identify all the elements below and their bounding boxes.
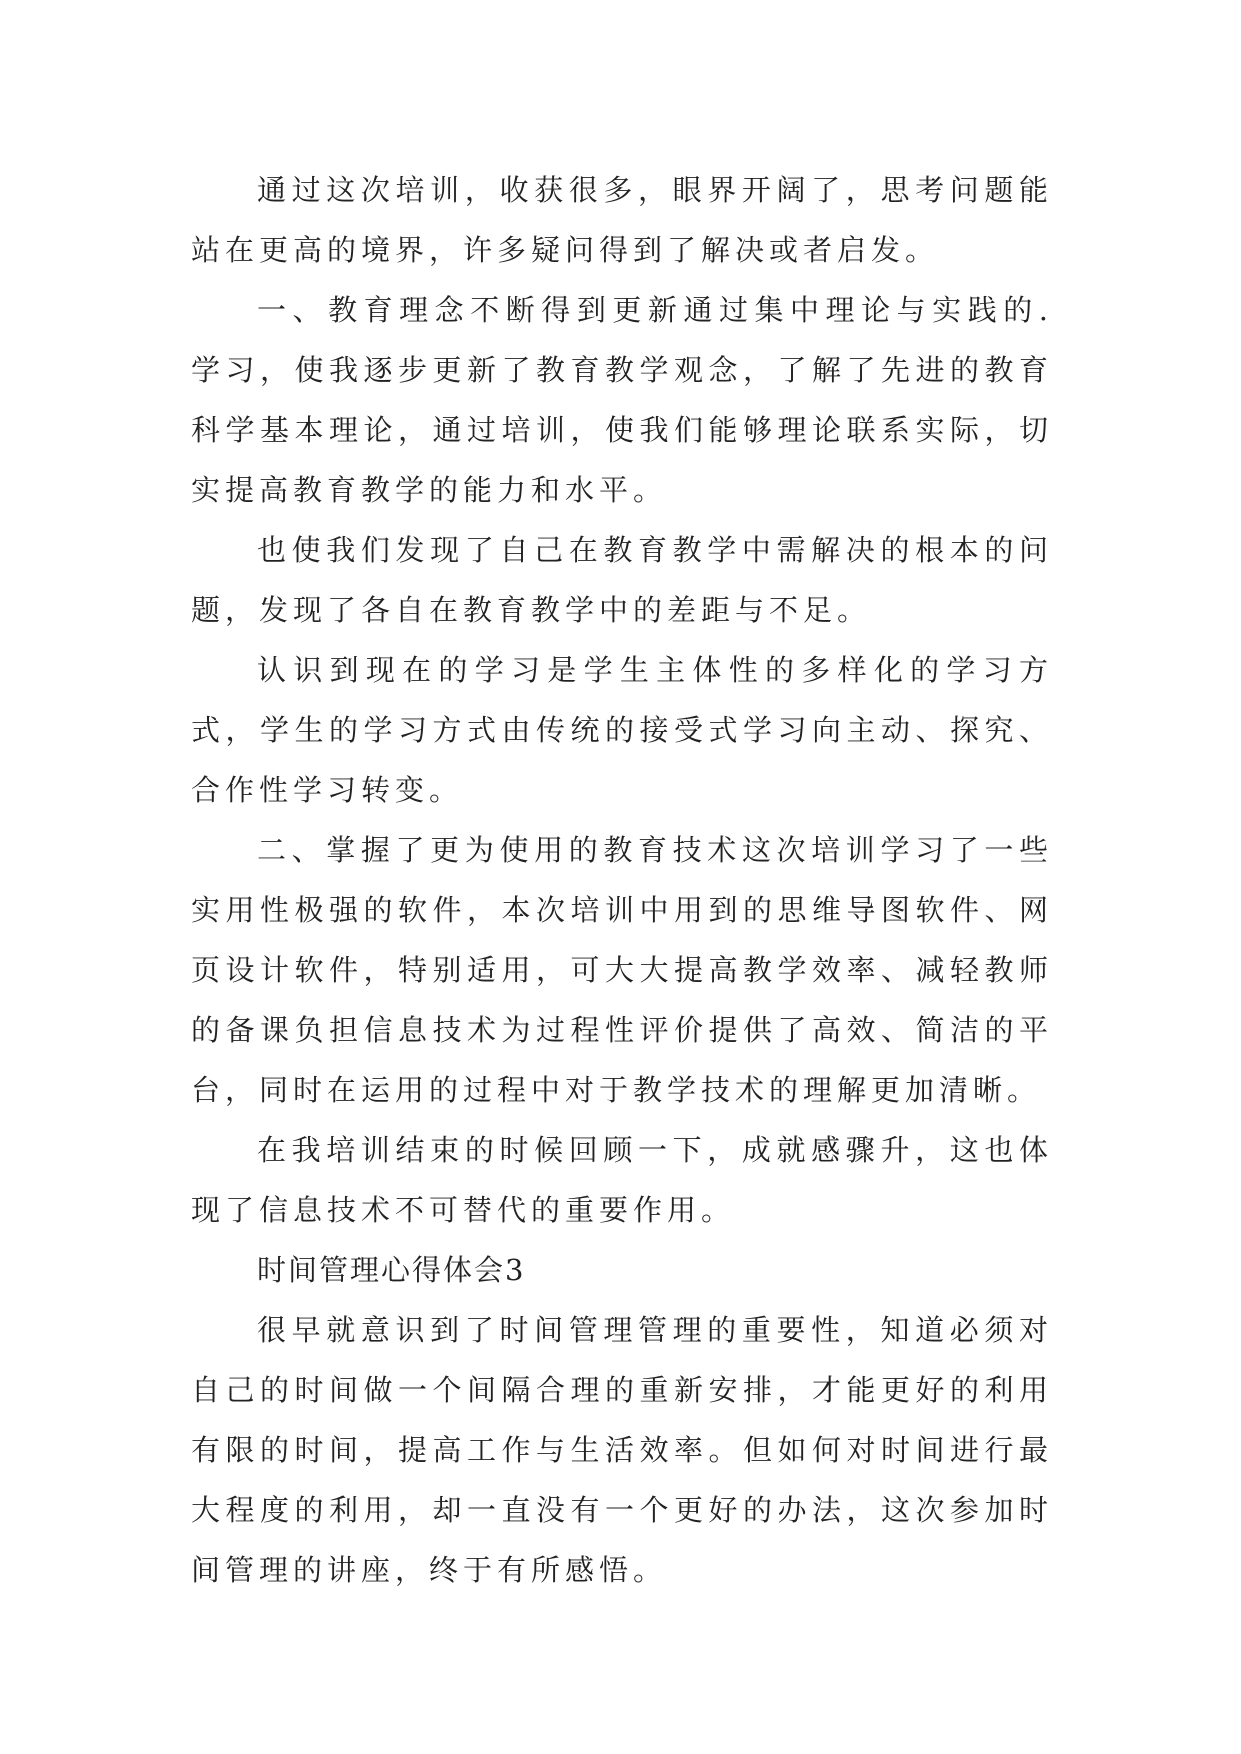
- paragraph-education-concept: 一、教育理念不断得到更新通过集中理论与实践的.学习，使我逐步更新了教育教学观念，了解了先进的教育科学基本理论，通过培训，使我们能够理论联系实际，切实提高教育教学的能力和水平。: [191, 293, 1053, 507]
- paragraph-education-technology: 二、掌握了更为使用的教育技术这次培训学习了一些实用性极强的软件，本次培训中用到的思维导图软件、网页设计软件，特别适用，可大大提高教学效率、减轻教师的备课负担信息技术为过程性评价提供了高效、简洁的平台，同时在运用的过程中对于教学技术的理解更加清晰。: [191, 833, 1053, 1107]
- section-heading: 时间管理心得体会3: [257, 1253, 526, 1287]
- paragraph-review: 在我培训结束的时候回顾一下，成就感骤升，这也体现了信息技术不可替代的重要作用。: [191, 1133, 1053, 1227]
- paragraph-learning-style: 认识到现在的学习是学生主体性的多样化的学习方式，学生的学习方式由传统的接受式学习向主动、探究、合作性学习转变。: [191, 653, 1053, 807]
- document-body: [191, 160, 1053, 1600]
- paragraph-time-management: 很早就意识到了时间管理管理的重要性，知道必须对自己的时间做一个间隔合理的重新安排，才能更好的利用有限的时间，提高工作与生活效率。但如何对时间进行最大程度的利用，却一直没有一个更好的办法，这次参加时间管理的讲座，终于有所感悟。: [191, 1313, 1053, 1587]
- paragraph-found-problems: 也使我们发现了自己在教育教学中需解决的根本的问题，发现了各自在教育教学中的差距与不足。: [191, 533, 1053, 627]
- paragraph-training-harvest: 通过这次培训，收获很多，眼界开阔了，思考问题能站在更高的境界，许多疑问得到了解决或者启发。: [191, 173, 1053, 267]
